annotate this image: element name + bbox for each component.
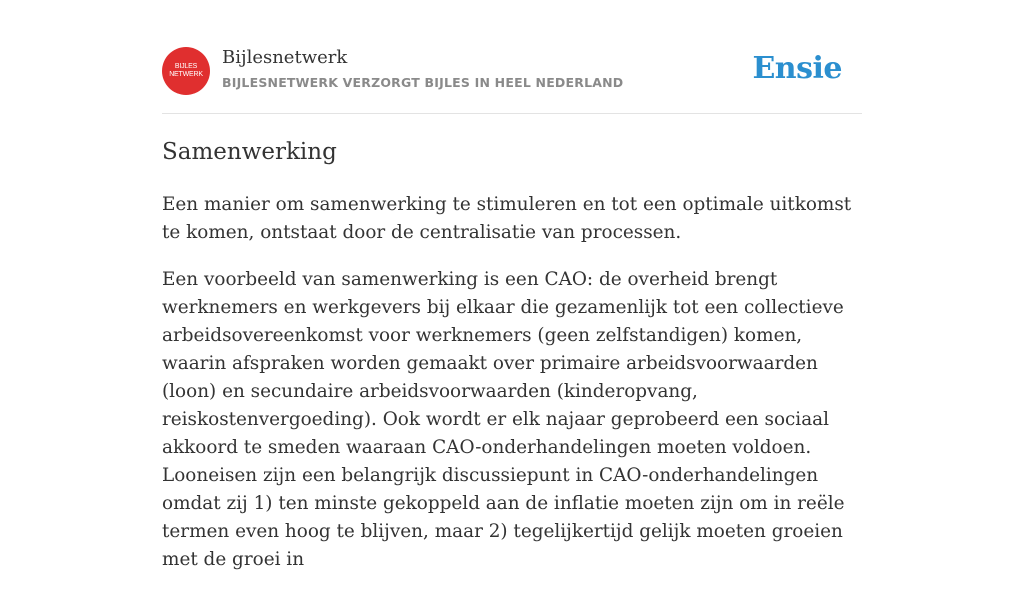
header-divider (162, 113, 862, 114)
author-name[interactable]: Bijlesnetwerk (222, 47, 348, 68)
logo-text-line2: NETWERK (169, 71, 203, 78)
article-title: Samenwerking (162, 139, 337, 165)
paragraph: Een voorbeeld van samenwerking is een CAO: de overheid brengt werknemers en werkgevers bij elkaar die gezamenlijk tot een collectieve arbeidsovereenkomst voor werknemers (geen zelfstandigen) komen, waarin afspraken worden gemaakt over primaire arbeidsvoorwaarden (loon) en secundaire arbeidsvoorwaarden (kinderopvang, reiskostenvergoeding). Ook wordt er elk najaar geprobeerd een sociaal akkoord te smeden waaraan CAO-onderhandelingen moeten voldoen. Looneisen zijn een belangrijk discussiepunt in CAO-onderhandelingen omdat zij 1) ten minste gekoppeld aan de inflatie moeten zijn om in reële termen even hoog te blijven, maar 2) tegelijkertijd gelijk moeten groeien met de groei in (162, 269, 845, 570)
article-body (162, 136, 862, 593)
author-tagline: BIJLESNETWERK VERZORGT BIJLES IN HEEL NEDERLAND (222, 75, 624, 90)
article-header (162, 47, 862, 95)
ensie-logo[interactable]: Ensie (752, 51, 842, 86)
paragraph: Een manier om samenwerking te stimuleren en tot een optimale uitkomst te komen, ontstaat door de centralisatie van processen. (162, 194, 852, 243)
author-avatar[interactable] (162, 47, 210, 95)
logo-text-line1: BIJLES (174, 63, 198, 70)
